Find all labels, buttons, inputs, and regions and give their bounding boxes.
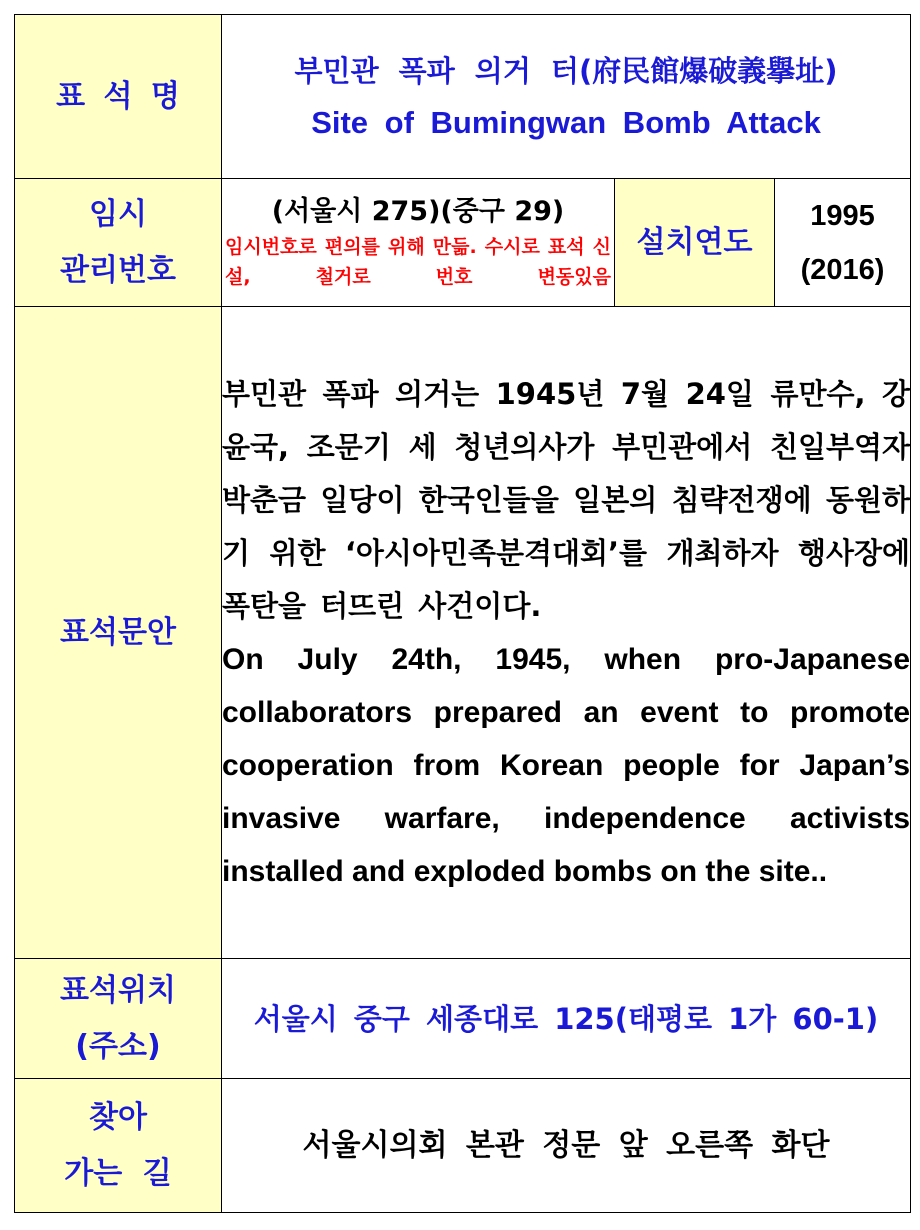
inscription-cell <box>222 307 911 959</box>
install-year-label-text: 설치연도 <box>636 224 753 260</box>
management-note: 임시번호로 편의를 위해 만듦. 수시로 표석 신설, 철거로 번호 변동있음 <box>225 235 611 288</box>
location-label-line1: 표석위치 <box>60 972 176 1008</box>
title-korean: 부민관 폭파 의거 터(府民館爆破義擧址) <box>294 53 838 88</box>
title-english: Site of Bumingwan Bomb Attack <box>311 104 821 140</box>
directions-label-line1: 찾아 <box>89 1099 147 1135</box>
install-year-label <box>615 179 775 307</box>
directions-row <box>15 1079 911 1213</box>
install-year-value: 1995 <box>810 199 875 232</box>
install-year-cell <box>775 179 911 307</box>
location-cell <box>222 959 911 1079</box>
directions-label-line2: 가는 길 <box>64 1155 172 1191</box>
monument-info-table <box>14 14 911 1213</box>
management-number-cell <box>222 179 615 307</box>
name-row <box>15 15 911 179</box>
inscription-english: On July 24th, 1945, when pro-Japanese collaborators prepared an event to promote cooperation from Korean people for Japan’s invasive warfare, independence activists installed and exploded bombs on the site.. <box>222 642 911 888</box>
location-address: 서울시 중구 세종대로 125(태평로 1가 60-1) <box>253 1001 879 1036</box>
location-label-line2: (주소) <box>75 1028 161 1064</box>
inscription-label-text: 표석문안 <box>60 614 176 650</box>
management-label-line1: 임시 <box>89 196 147 232</box>
management-label <box>15 179 222 307</box>
directions-cell <box>222 1079 911 1213</box>
location-row <box>15 959 911 1079</box>
name-label <box>15 15 222 179</box>
location-label <box>15 959 222 1079</box>
name-value-cell <box>222 15 911 179</box>
inscription-label <box>15 307 222 959</box>
directions-text: 서울시의회 본관 정문 앞 오른쪽 화단 <box>302 1127 830 1163</box>
management-label-line2: 관리번호 <box>60 252 176 288</box>
inscription-korean: 부민관 폭파 의거는 1945년 7월 24일 류만수, 강윤국, 조문기 세 청년의사가 부민관에서 친일부역자 박춘금 일당이 한국인들을 일본의 침략전쟁에 동원하기 위한 ‘아시아민족분격대회’를 개최하자 행사장에 폭탄을 터뜨린 사건이다. <box>222 376 911 623</box>
inscription-row <box>15 307 911 959</box>
management-number: (서울시 275)(중구 29) <box>271 195 565 227</box>
management-row <box>15 179 911 307</box>
install-year-value-renewed: (2016) <box>800 253 885 286</box>
name-label-text: 표 석 명 <box>56 78 180 114</box>
directions-label <box>15 1079 222 1213</box>
